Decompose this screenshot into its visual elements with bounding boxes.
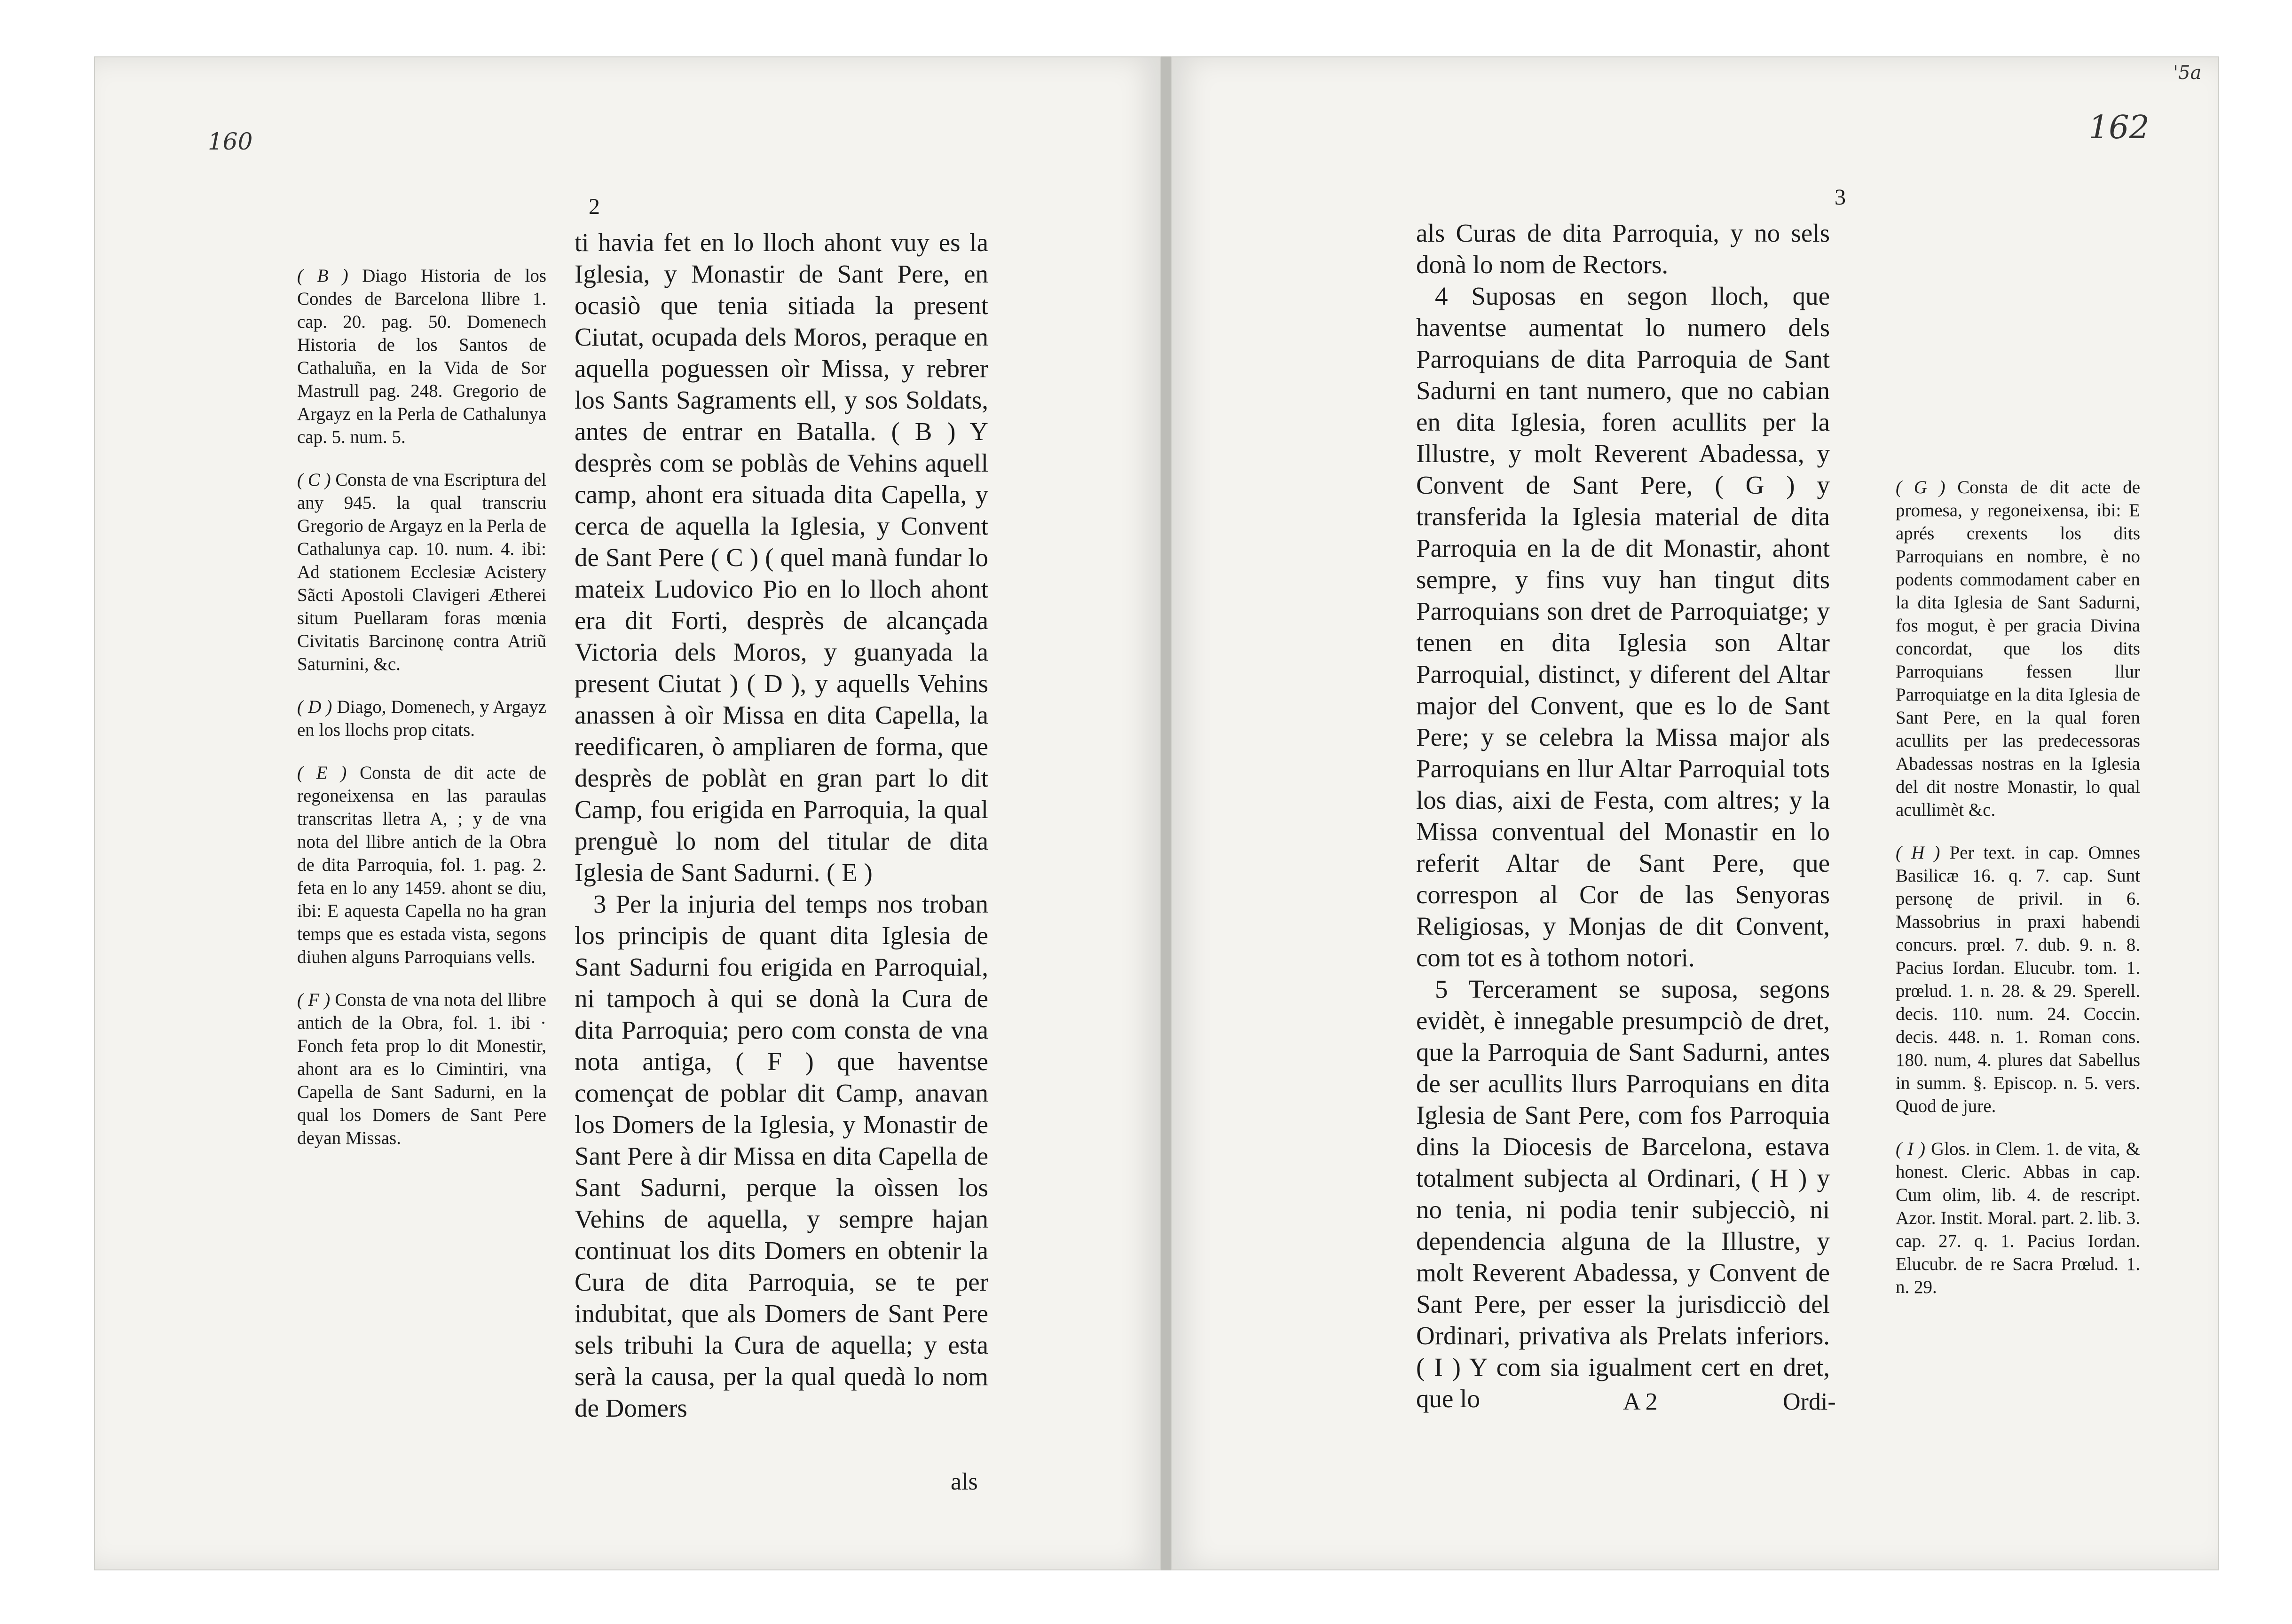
left-catchword: als bbox=[951, 1468, 978, 1495]
left-marginal-notes bbox=[297, 264, 546, 1169]
book-gutter bbox=[1161, 56, 1171, 1570]
right-paragraph-cont: als Curas de dita Parroquia, y no sels donà lo nom de Rectors. bbox=[1416, 219, 1830, 279]
note-i: ( I ) Glos. in Clem. 1. de vita, & honest. Cleric. Abbas in cap. Cum olim, lib. 4. de rescript. Azor. Instit. Moral. part. 2. lib. 3. cap. 27. q. 1. Pacius Iordan. Elucubr. de re Sacra Prœlud. 1. n. 29. bbox=[1896, 1139, 2141, 1297]
left-page bbox=[94, 56, 1161, 1570]
left-handwritten-note: 160 bbox=[208, 128, 253, 155]
note-f: ( F ) Consta de vna nota del llibre antich de la Obra, fol. 1. ibi · Fonch feta prop lo dit Monestir, ahont ara es lo Cimintiri, vna Capella de Sant Sadurni, en la qual los Domers de Sant Pere deyan Missas. bbox=[297, 990, 546, 1148]
right-paragraph-5: 5 Tercerament se suposa, segons evidèt, è innegable presumpciò de dret, que la Parroquia de Sant Sadurni, antes de ser acullits llurs Parroquians en dita Iglesia de Sant Pere, com fos Parroquia dins la Diocesis de Barcelona, estava totalment subjecta al Ordinari, ( H ) y no tenia, ni podia tenir subjecciò, ni dependencia alguna de la Illustre, y molt Reverent Abadessa, y Convent de Sant Pere, per esser la jurisdicciò del Ordinari, privativa als Prelats inferiors. ( I ) Y com sia igualment cert en dret, que lo bbox=[1416, 975, 1830, 1413]
right-marginal-notes bbox=[1896, 476, 2140, 1318]
note-b: ( B ) Diago Historia de los Condes de Barcelona llibre 1. cap. 20. pag. 50. Domenech Historia de los Santos de Cathaluña, en la Vida de Sor Mastrull pag. 248. Gregorio de Argayz en la Perla de Cathalunya cap. 5. num. 5. bbox=[297, 266, 546, 447]
signature-mark: A 2 bbox=[1623, 1388, 1658, 1415]
right-catchword: Ordi- bbox=[1783, 1388, 1836, 1415]
right-page-number: 3 bbox=[1835, 185, 1846, 210]
note-g: ( G ) Consta de dit acte de promesa, y regoneixensa, ibi: E aprés crexents los dits Parroquians en nombre, è no podents commodament caber en la dita Iglesia de Sant Sadurni, fos mogut, è per gracia Divina concordat, que los dits Parroquians fessen llur Parroquiatge en la dita Iglesia de Sant Pere, en la qual foren acullits per las predecessoras Abadessas nostras en la Iglesia del dit nostre Monastir, lo qual acullimèt &c. bbox=[1896, 477, 2141, 820]
left-page-number: 2 bbox=[589, 194, 600, 219]
folio-number: 162 bbox=[2088, 109, 2150, 146]
right-paragraph-4: 4 Suposas en segon lloch, que haventse aumentat lo numero dels Parroquians de dita Parroquia de Sant Sadurni en tant numero, que no cabian en dita Iglesia, foren acullits per la Illustre, y molt Reverent Abadessa, y Convent de Sant Pere, ( G ) y transferida la Iglesia material de dita Parroquia en la de dit Monastir, ahont sempre, y fins vuy han tingut dits Parroquians son dret de Parroquiatge; y tenen en dita Iglesia son Altar Parroquial, distinct, y diferent del Altar major del Convent, que es lo de Sant Pere; y se celebra la Missa major als Parroquians en llur Altar Parroquial tots los dias, aixi de Festa, com altres; y la Missa conventual del Monastir en lo referit Altar de Sant Pere, que correspon al Cor de las Senyoras Religiosas, y Monjas de dit Convent, com tot es à tothom notori. bbox=[1416, 282, 1830, 972]
corner-note: '5a bbox=[2173, 62, 2202, 84]
note-h: ( H ) Per text. in cap. Omnes Basilicæ 16. q. 7. cap. Sunt personę de privil. in 6. Massobrius in praxi habendi concurs. prœl. 7. dub. 9. n. 8. Pacius Iordan. Elucubr. tom. 1. prœlud. 1. n. 28. & 29. Sperell. decis. 110. num. 24. Coccin. decis. 448. n. 1. Roman cons. 180. num, 4. plures dat Sabellus in summ. §. Episcop. n. 5. vers. Quod de jure. bbox=[1896, 843, 2141, 1116]
left-paragraph-1: ti havia fet en lo lloch ahont vuy es la Iglesia, y Monastir de Sant Pere, en ocasiò que tenia sitiada la present Ciutat, ocupada dels Moros, peraque en aquella poguessen oìr Missa, y rebrer los Sants Sagraments ell, y sos Soldats, antes de entrar en Batalla. ( B ) Y desprès com se poblàs de Vehins aquell camp, ahont era situada dita Capella, y cerca de aquella la Iglesia, y Convent de Sant Pere ( C ) ( quel manà fundar lo mateix Ludovico Pio en lo lloch ahont era dit Forti, desprès de alcançada Victoria dels Moros, y guanyada la present Ciutat ) ( D ), y aquells Vehins anassen à oìr Missa en dita Capella, la reedificaren, ò ampliaren de forma, que desprès de poblàt en gran part lo dit Camp, fou erigida en Parroquia, la qual prenguè lo nom del titular de dita Iglesia de Sant Sadurni. ( E ) bbox=[575, 228, 988, 887]
note-e: ( E ) Consta de dit acte de regoneixensa en las paraulas transcritas lletra A, ; y de vna nota del llibre antich de la Obra de dita Parroquia, fol. 1. pag. 2. feta en lo any 1459. ahont se diu, ibi: E aquesta Capella no ha gran temps que es estada vista, segons diuhen alguns Parroquians vells. bbox=[297, 763, 546, 967]
note-d: ( D ) Diago, Domenech, y Argayz en los llochs prop citats. bbox=[297, 697, 547, 740]
right-main-text bbox=[1416, 217, 1830, 1414]
right-page bbox=[1171, 56, 2219, 1570]
left-paragraph-3: 3 Per la injuria del temps nos troban los principis de quant dita Iglesia de Sant Sadurni fou erigida en Parroquial, ni tampoch à qui se donà la Cura de dita Parroquia; pero com consta de vna nota antiga, ( F ) que haventse començat de poblar dit Camp, anavan los Domers de la Iglesia, y Monastir de Sant Pere à dir Missa en dita Capella de Sant Sadurni, perque la oìssen los Vehins de aquella, y sempre hajan continuat los dits Domers en obtenir la Cura de dita Parroquia, se te per indubitat, que als Domers de Sant Pere sels tribuhi la Cura de aquella; y esta serà la causa, per la qual quedà lo nom de Domers bbox=[575, 890, 988, 1422]
note-c: ( C ) Consta de vna Escriptura del any 945. la qual transcriu Gregorio de Argayz en la Perla de Cathalunya cap. 10. num. 4. ibi: Ad stationem Ecclesiæ Acistery Sãcti Apostoli Clavigeri Ætherei situm Puellaram foras mœnia Civitatis Barcinonę contra Atriũ Saturnini, &c. bbox=[297, 470, 547, 674]
open-book bbox=[94, 56, 2219, 1570]
left-main-text bbox=[575, 227, 988, 1424]
